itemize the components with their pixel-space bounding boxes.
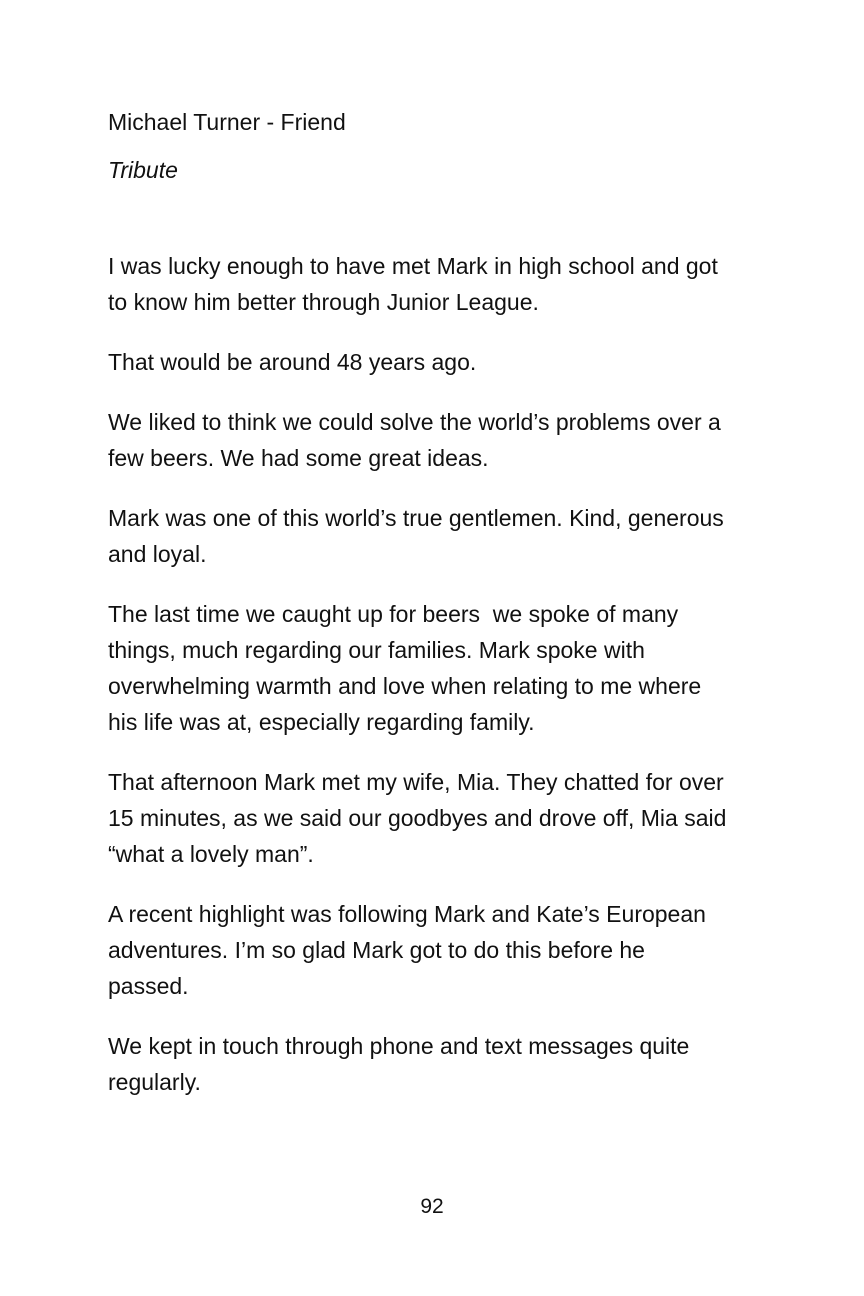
paragraph-6: That afternoon Mark met my wife, Mia. They chatted for over 15 minutes, as we said our goodbyes and drove off, Mia said “what a lovely man”. xyxy=(108,769,727,867)
page-number: 92 xyxy=(420,1195,444,1218)
document-page xyxy=(108,104,768,1124)
paragraph-7: A recent highlight was following Mark and Kate’s European adventures. I’m so glad Mark got to do this before he passed. xyxy=(108,901,706,999)
paragraph-5: The last time we caught up for beers we spoke of many things, much regarding our families. Mark spoke with overwhelming warmth and love when relating to me where his life was at, especially regarding family. xyxy=(108,601,702,735)
author-heading: Michael Turner - Friend xyxy=(108,109,346,135)
paragraph-8: We kept in touch through phone and text messages quite regularly. xyxy=(108,1033,690,1095)
paragraph-1: I was lucky enough to have met Mark in high school and got to know him better through Junior League. xyxy=(108,253,718,315)
tribute-body xyxy=(108,248,768,1100)
paragraph-2: That would be around 48 years ago. xyxy=(108,349,477,375)
paragraph-3: We liked to think we could solve the world’s problems over a few beers. We had some great ideas. xyxy=(108,409,721,471)
paragraph-4: Mark was one of this world’s true gentlemen. Kind, generous and loyal. xyxy=(108,505,724,567)
tribute-subtitle: Tribute xyxy=(108,157,178,183)
